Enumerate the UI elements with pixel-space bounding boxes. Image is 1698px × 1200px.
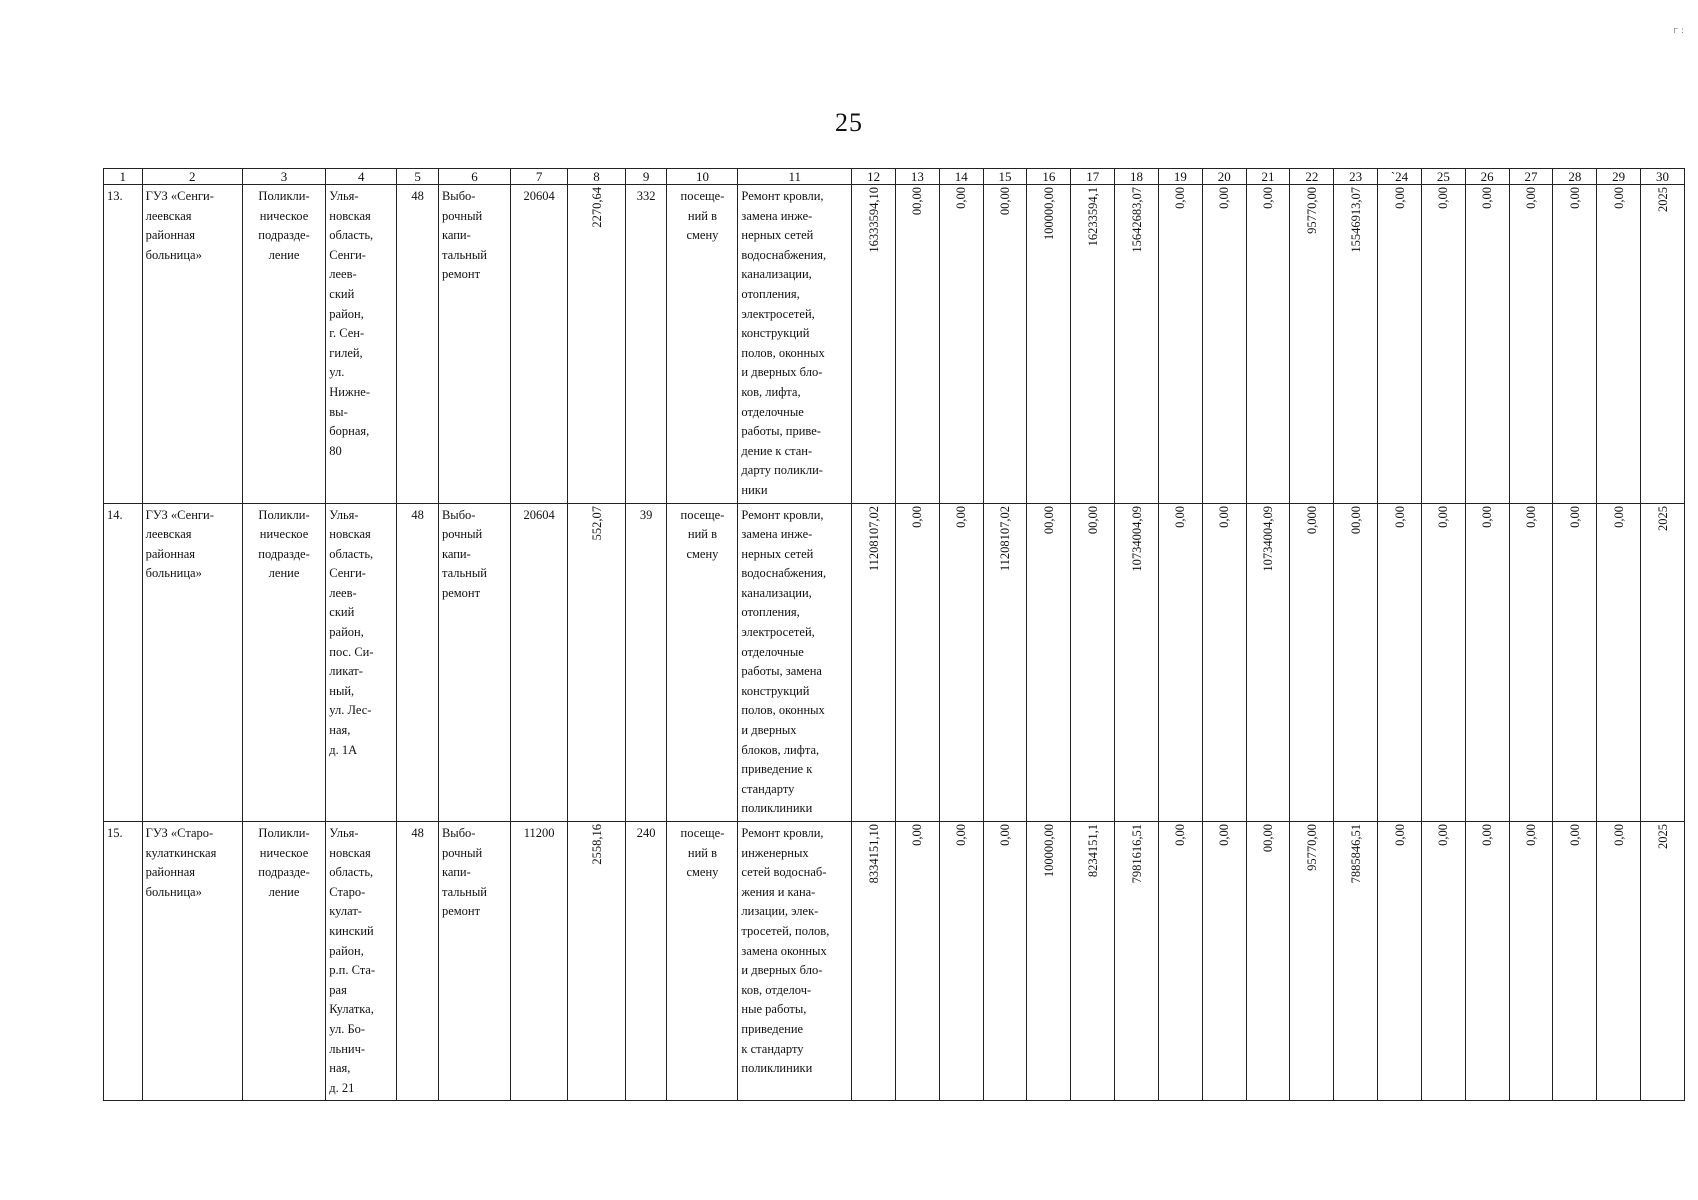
- funding-value-cell: [1115, 503, 1159, 822]
- column-number-cell: 30: [1641, 169, 1685, 185]
- funding-value-cell: [1641, 822, 1685, 1101]
- column-number-cell: 22: [1290, 169, 1334, 185]
- vertical-value: 95770,00: [1304, 824, 1319, 871]
- works-description-cell: Ремонт кровли, инженерных сетей водоснаб- жения и кана- лизации, элек- тросетей, полов, замена оконных и дверных бло- ков, отделоч- ные работы, приведение к стандарту поликлиники: [738, 822, 852, 1101]
- address-cell: Улья- новская область, Старо- кулат- кинский район, р.п. Ста- рая Кулатка, ул. Бо- льнич- ная, д. 21: [326, 822, 397, 1101]
- vertical-value: 2025: [1655, 505, 1670, 531]
- column-number-cell: 16: [1027, 169, 1071, 185]
- vertical-value: 0,00: [954, 187, 969, 209]
- column-number-cell: 29: [1597, 169, 1641, 185]
- funding-value-cell: [1158, 185, 1202, 504]
- column-number-cell: 8: [568, 169, 625, 185]
- funding-value-cell: [1378, 503, 1422, 822]
- vertical-value: 0,00: [1480, 505, 1495, 528]
- funding-value-cell: [1115, 822, 1159, 1101]
- funding-value-cell: [1509, 185, 1553, 504]
- vertical-value: 7885846,51: [1348, 824, 1363, 884]
- funding-value-cell: [1334, 822, 1378, 1101]
- funding-value-cell: [1641, 185, 1685, 504]
- funding-value-cell: [1071, 503, 1115, 822]
- funding-value-cell: [1334, 503, 1378, 822]
- vertical-value: 0,00: [1436, 505, 1451, 528]
- vertical-value: 0,00: [954, 505, 969, 528]
- funding-value-cell: [1553, 185, 1597, 504]
- funding-value-cell: [1378, 822, 1422, 1101]
- capital-repair-table: [103, 168, 1685, 1101]
- col5-cell: 48: [397, 503, 439, 822]
- funding-value-cell: [1246, 503, 1290, 822]
- col5-cell: 48: [397, 185, 439, 504]
- funding-value-cell: [1158, 503, 1202, 822]
- vertical-value: 0,00: [1567, 187, 1582, 209]
- vertical-value: 7981616,51: [1129, 824, 1144, 884]
- vertical-value: 15642683,07: [1129, 187, 1144, 253]
- funding-value-cell: [1202, 822, 1246, 1101]
- repair-type-cell: Выбо- рочный капи- тальный ремонт: [438, 822, 510, 1101]
- column-number-cell: 10: [667, 169, 738, 185]
- vertical-value: 0,00: [1480, 187, 1495, 209]
- col9-cell: 332: [625, 185, 667, 504]
- vertical-value: 15546913,07: [1348, 187, 1363, 253]
- vertical-value: 0,00: [1523, 187, 1538, 209]
- vertical-value: 00,00: [1348, 505, 1363, 534]
- vertical-value: 552,07: [589, 505, 604, 540]
- funding-value-cell: [1465, 185, 1509, 504]
- vertical-value: 0,00: [998, 824, 1013, 846]
- funding-value-cell: [1334, 185, 1378, 504]
- vertical-value: 100000,00: [1041, 187, 1056, 241]
- vertical-value: 0,00: [1217, 505, 1232, 528]
- funding-value-cell: [1597, 185, 1641, 504]
- funding-value-cell: [1553, 822, 1597, 1101]
- column-number-cell: 11: [738, 169, 852, 185]
- vertical-value: 0,00: [1217, 824, 1232, 846]
- funding-value-cell: [1115, 185, 1159, 504]
- vertical-value: 10734004,09: [1129, 505, 1144, 572]
- funding-value-cell: [983, 822, 1027, 1101]
- funding-value-cell: [939, 822, 983, 1101]
- column-number-cell: 3: [242, 169, 325, 185]
- row-number-cell: 14.: [104, 503, 143, 822]
- vertical-value: 0,00: [1523, 824, 1538, 846]
- column-number-cell: 14: [939, 169, 983, 185]
- col10-cell: посеще- ний в смену: [667, 185, 738, 504]
- funding-value-cell: [895, 822, 939, 1101]
- funding-value-cell: [1290, 822, 1334, 1101]
- vertical-value: 8334151,10: [866, 824, 881, 884]
- col9-cell: 240: [625, 822, 667, 1101]
- col8-cell: [568, 503, 625, 822]
- column-number-cell: 27: [1509, 169, 1553, 185]
- vertical-value: 0,00: [1173, 824, 1188, 846]
- column-number-cell: 23: [1334, 169, 1378, 185]
- funding-value-cell: [939, 503, 983, 822]
- column-number-cell: 4: [326, 169, 397, 185]
- vertical-value: 0,00: [1567, 824, 1582, 846]
- unit-cell: Поликли- ническое подразде- ление: [242, 185, 325, 504]
- vertical-value: 0,00: [1436, 824, 1451, 846]
- col5-cell: 48: [397, 822, 439, 1101]
- col7-cell: 20604: [510, 185, 567, 504]
- column-number-cell: 18: [1115, 169, 1159, 185]
- col7-cell: 11200: [510, 822, 567, 1101]
- vertical-value: 95770,00: [1304, 187, 1319, 234]
- funding-value-cell: [983, 185, 1027, 504]
- column-number-cell: 1: [104, 169, 143, 185]
- vertical-value: 0,00: [1611, 824, 1626, 846]
- column-number-cell: 6: [438, 169, 510, 185]
- vertical-value: 16233594,1: [1085, 187, 1100, 247]
- unit-cell: Поликли- ническое подразде- ление: [242, 822, 325, 1101]
- column-number-cell: 12: [852, 169, 896, 185]
- vertical-value: 0,00: [1523, 505, 1538, 528]
- funding-value-cell: [1071, 822, 1115, 1101]
- funding-value-cell: [1027, 822, 1071, 1101]
- vertical-value: 2270,64: [589, 187, 604, 228]
- vertical-value: 8234151,1: [1085, 824, 1100, 878]
- column-number-cell: 2: [142, 169, 242, 185]
- column-number-cell: 28: [1553, 169, 1597, 185]
- organization-cell: ГУЗ «Сенги- леевская районная больница»: [142, 503, 242, 822]
- page-number: 25: [835, 108, 863, 137]
- column-number-cell: 21: [1246, 169, 1290, 185]
- vertical-value: 0,00: [1173, 187, 1188, 209]
- column-number-cell: 19: [1158, 169, 1202, 185]
- vertical-value: 0,00: [1392, 824, 1407, 846]
- column-number-cell: 13: [895, 169, 939, 185]
- vertical-value: 2025: [1655, 187, 1670, 212]
- funding-value-cell: [1027, 503, 1071, 822]
- funding-value-cell: [939, 185, 983, 504]
- funding-value-cell: [1597, 822, 1641, 1101]
- vertical-value: 10734004,09: [1261, 505, 1276, 572]
- vertical-value: 0,00: [1217, 187, 1232, 209]
- vertical-value: 0,00: [1436, 187, 1451, 209]
- table-row: [104, 185, 1685, 504]
- funding-value-cell: [895, 503, 939, 822]
- column-number-cell: 9: [625, 169, 667, 185]
- column-number-cell: 5: [397, 169, 439, 185]
- vertical-value: 0,000: [1304, 505, 1319, 534]
- funding-value-cell: [1465, 503, 1509, 822]
- column-number-cell: 20: [1202, 169, 1246, 185]
- col8-cell: [568, 185, 625, 504]
- funding-value-cell: [852, 503, 896, 822]
- vertical-value: 100000,00: [1041, 824, 1056, 878]
- funding-value-cell: [1202, 185, 1246, 504]
- funding-value-cell: [1641, 503, 1685, 822]
- vertical-value: 0,00: [1480, 824, 1495, 846]
- vertical-value: 0,00: [1261, 187, 1276, 209]
- repair-type-cell: Выбо- рочный капи- тальный ремонт: [438, 185, 510, 504]
- vertical-value: 16333594,10: [866, 187, 881, 253]
- table-row: [104, 822, 1685, 1101]
- vertical-value: 0,00: [1567, 505, 1582, 528]
- vertical-value: 00,00: [1041, 505, 1056, 534]
- funding-value-cell: [852, 822, 896, 1101]
- address-cell: Улья- новская область, Сенги- леев- ский район, пос. Си- ликат- ный, ул. Лес- ная, д. 1А: [326, 503, 397, 822]
- works-description-cell: Ремонт кровли, замена инже- нерных сетей водоснабжения, канализации, отопления, электросетей, отделочные работы, замена конструкций полов, оконных и дверных блоков, лифта, приведение к стандарту поликлиники: [738, 503, 852, 822]
- vertical-value: 0,00: [1611, 505, 1626, 528]
- repair-type-cell: Выбо- рочный капи- тальный ремонт: [438, 503, 510, 822]
- funding-value-cell: [1421, 503, 1465, 822]
- funding-value-cell: [983, 503, 1027, 822]
- vertical-value: 11208107,02: [998, 505, 1013, 571]
- column-number-cell: `24: [1378, 169, 1422, 185]
- col7-cell: 20604: [510, 503, 567, 822]
- funding-value-cell: [1071, 185, 1115, 504]
- row-number-cell: 13.: [104, 185, 143, 504]
- column-number-cell: 25: [1421, 169, 1465, 185]
- works-description-cell: Ремонт кровли, замена инже- нерных сетей водоснабжения, канализации, отопления, электросетей, конструкций полов, оконных и дверных бло- ков, лифта, отделочные работы, приве- дение к стан- дарту поликли- ники: [738, 185, 852, 504]
- col9-cell: 39: [625, 503, 667, 822]
- funding-value-cell: [1421, 185, 1465, 504]
- vertical-value: 0,00: [1611, 187, 1626, 209]
- column-number-row: [104, 169, 1685, 185]
- funding-value-cell: [1290, 503, 1334, 822]
- organization-cell: ГУЗ «Старо- кулаткинская районная больница»: [142, 822, 242, 1101]
- vertical-value: 0,00: [1173, 505, 1188, 528]
- vertical-value: 00,00: [1261, 824, 1276, 853]
- funding-value-cell: [1246, 822, 1290, 1101]
- column-number-cell: 15: [983, 169, 1027, 185]
- column-number-cell: 17: [1071, 169, 1115, 185]
- funding-value-cell: [1158, 822, 1202, 1101]
- vertical-value: 0,00: [1392, 505, 1407, 528]
- funding-value-cell: [1027, 185, 1071, 504]
- funding-value-cell: [1465, 822, 1509, 1101]
- column-number-cell: 26: [1465, 169, 1509, 185]
- row-number-cell: 15.: [104, 822, 143, 1101]
- funding-value-cell: [1597, 503, 1641, 822]
- funding-value-cell: [895, 185, 939, 504]
- vertical-value: 00,00: [1085, 505, 1100, 534]
- col10-cell: посеще- ний в смену: [667, 503, 738, 822]
- funding-value-cell: [1202, 503, 1246, 822]
- table-row: [104, 503, 1685, 822]
- unit-cell: Поликли- ническое подразде- ление: [242, 503, 325, 822]
- vertical-value: 0,00: [910, 824, 925, 846]
- vertical-value: 00,00: [910, 187, 925, 216]
- funding-value-cell: [1421, 822, 1465, 1101]
- vertical-value: 2558,16: [589, 824, 604, 865]
- vertical-value: 11208107,02: [866, 505, 881, 571]
- vertical-value: 00,00: [998, 187, 1013, 216]
- col10-cell: посеще- ний в смену: [667, 822, 738, 1101]
- vertical-value: 0,00: [954, 824, 969, 846]
- col8-cell: [568, 822, 625, 1101]
- funding-value-cell: [1509, 822, 1553, 1101]
- vertical-value: 0,00: [1392, 187, 1407, 209]
- funding-value-cell: [1378, 185, 1422, 504]
- funding-value-cell: [852, 185, 896, 504]
- address-cell: Улья- новская область, Сенги- леев- ский район, г. Сен- гилей, ул. Нижне- вы- борная, 80: [326, 185, 397, 504]
- funding-value-cell: [1246, 185, 1290, 504]
- organization-cell: ГУЗ «Сенги- леевская районная больница»: [142, 185, 242, 504]
- vertical-value: 0,00: [910, 505, 925, 528]
- corner-mark: г :: [1673, 26, 1684, 36]
- column-number-cell: 7: [510, 169, 567, 185]
- funding-value-cell: [1553, 503, 1597, 822]
- funding-value-cell: [1509, 503, 1553, 822]
- vertical-value: 2025: [1655, 824, 1670, 849]
- funding-value-cell: [1290, 185, 1334, 504]
